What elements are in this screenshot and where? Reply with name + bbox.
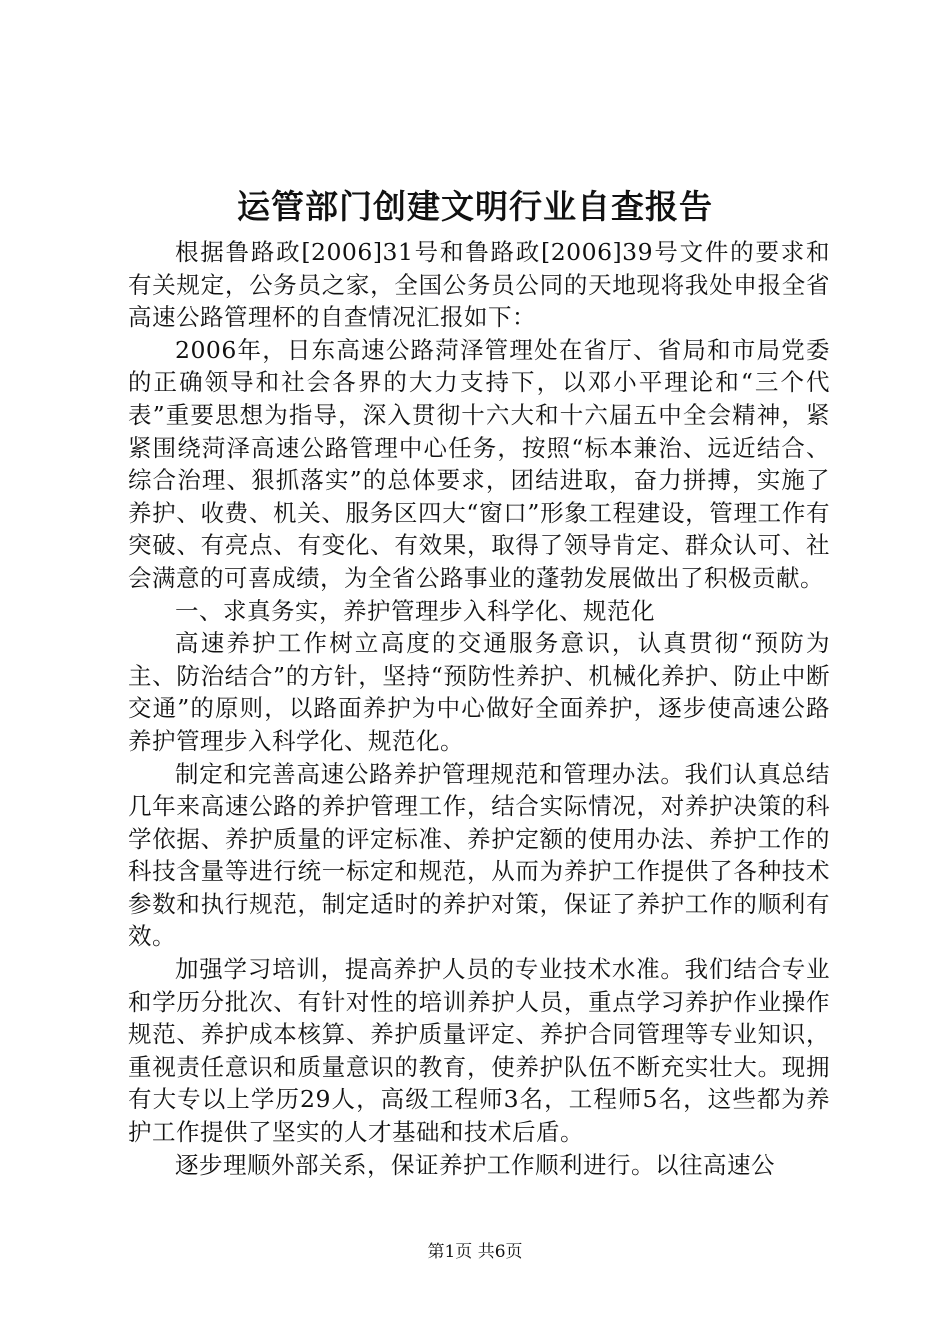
paragraph-intro: 根据鲁路政[2006]31号和鲁路政[2006]39号文件的要求和有关规定，公务员之家，全国公务员公同的天地现将我处申报全省高速公路管理杯的自查情况汇报如下： <box>128 238 830 332</box>
paragraph-standards: 制定和完善高速公路养护管理规范和管理办法。我们认真总结几年来高速公路的养护管理工作，结合实际情况，对养护决策的科学依据、养护质量的评定标准、养护定额的使用办法、养护工作的科技含量等进行统一标定和规范，从而为养护工作提供了各种技术参数和执行规范，制定适时的养护对策，保证了养护工作的顺利有效。 <box>128 759 830 951</box>
page-number: 第1页 共6页 <box>427 1242 523 1262</box>
paragraph-overview: 2006年，日东高速公路菏泽管理处在省厅、省局和市局党委的正确领导和社会各界的大力支持下，以邓小平理论和“三个代表”重要思想为指导，深入贯彻十六大和十六届五中全会精神，紧紧围绕菏泽高速公路管理中心任务，按照“标本兼治、远近结合、综合治理、狠抓落实”的总体要求，团结进取，奋力拼搏，实施了养护、收费、机关、服务区四大“窗口”形象工程建设，管理工作有突破、有亮点、有变化、有效果，取得了领导肯定、群众认可、社会满意的可喜成绩，为全省公路事业的蓬勃发展做出了积极贡献。 <box>128 335 830 592</box>
section-heading-1: 一、求真务实，养护管理步入科学化、规范化 <box>175 596 655 625</box>
document-title: 运管部门创建文明行业自查报告 <box>237 187 713 226</box>
paragraph-training: 加强学习培训，提高养护人员的专业技术水准。我们结合专业和学历分批次、有针对性的培训养护人员，重点学习养护作业操作规范、养护成本核算、养护质量评定、养护合同管理等专业知识，重视责任意识和质量意识的教育，使养护队伍不断充实壮大。现拥有大专以上学历29人，高级工程师3名，工程师5名，这些都为养护工作提供了坚实的人才基础和技术后盾。 <box>128 955 830 1147</box>
paragraph-external-relations: 逐步理顺外部关系，保证养护工作顺利进行。以往高速公 <box>175 1150 775 1179</box>
paragraph-maintenance: 高速养护工作树立高度的交通服务意识，认真贯彻“预防为主、防治结合”的方针，坚持“预防性养护、机械化养护、防止中断交通”的原则，以路面养护为中心做好全面养护，逐步使高速公路养护管理步入科学化、规范化。 <box>128 629 830 755</box>
document-body <box>128 236 830 1181</box>
